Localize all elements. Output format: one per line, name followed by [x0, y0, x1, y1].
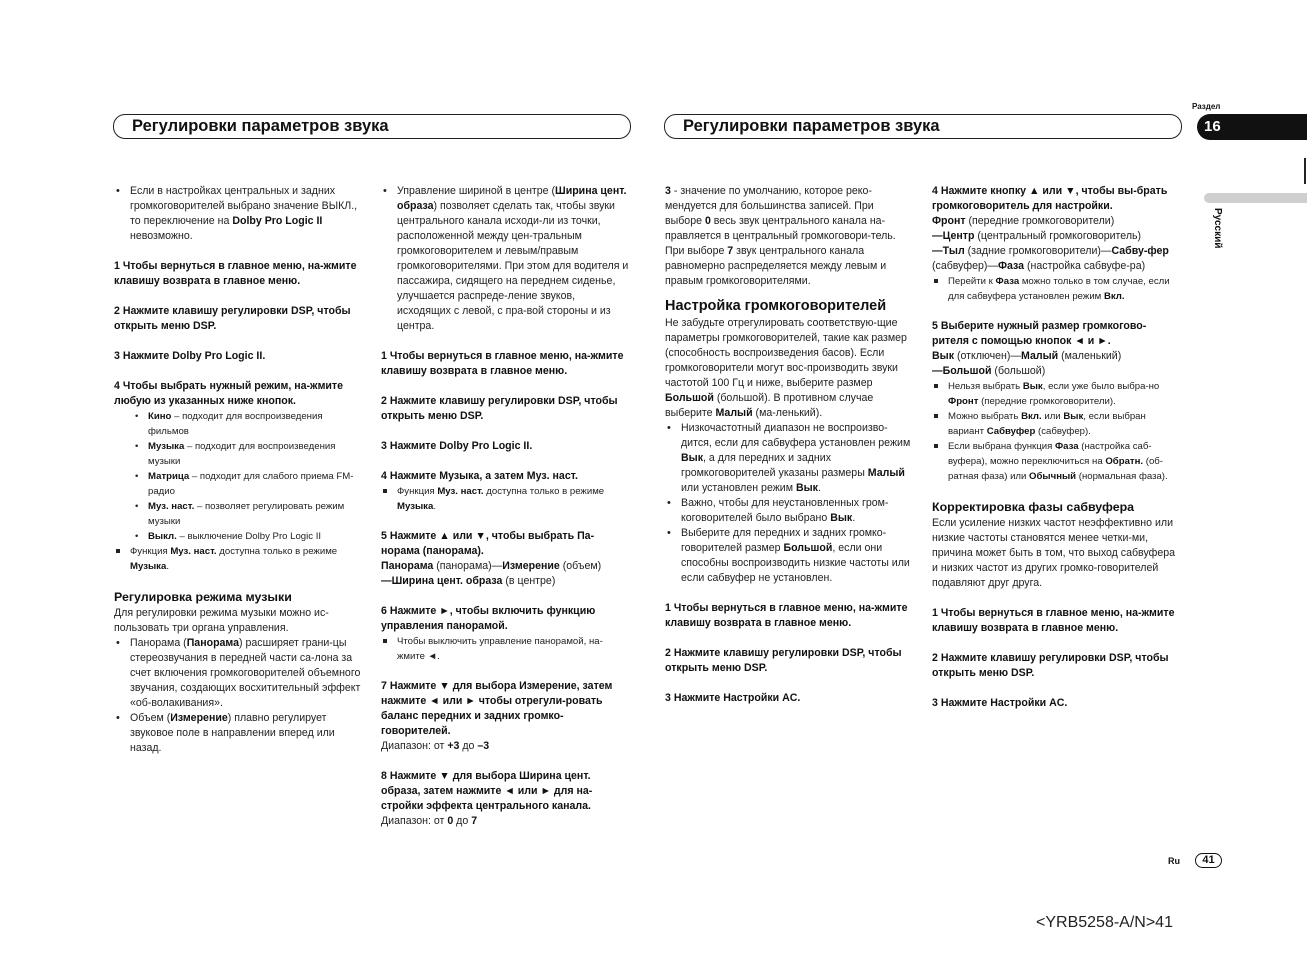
step-2: 2 Нажмите клавишу регулировки DSP, чтобы открыть меню DSP. [381, 395, 618, 422]
bullet-item: • Управление шириной в центре (Ширина цент. образа) позволяет сделать так, чтобы звуки центрального канала исходи-ли из точки, расположенной между цен-тральным громкоговорителем и левым/правым громкоговорителями. При этом для водителя и пассажира, сидящего на переднем сиденье, улучшается распреде-ление звуков, исходящих с левой, с пра-вой стороны и из центра. [381, 184, 629, 334]
step-4: 4 Нажмите Музыка, а затем Муз. наст. [381, 470, 578, 482]
language-label: Русский [1212, 208, 1223, 249]
heading-subwoofer-phase: Корректировка фазы сабвуфера [932, 500, 1135, 514]
language-code: Ru [1168, 856, 1180, 866]
bullet-item: • Низкочастотный диапазон не воспроизво-дится, если для сабвуфера установлен режим Вык, а для передних и задних громкоговорителей указаны размеры Малый или установлен режим Вык. [665, 421, 913, 496]
mode-item-music: • Музыка – подходит для воспроизведения музыки [114, 439, 362, 469]
bullet-item: • Объем (Измерение) плавно регулирует звуковое поле в направлении вперед или назад. [114, 711, 362, 756]
bullet-item: • Если в настройках центральных и задних громкоговорителей выбрано значение ВЫКЛ., то переключение на Dolby Pro Logic II невозможно. [114, 184, 362, 244]
mode-item-matrix: • Матрица – подходит для слабого приема FM-радио [114, 469, 362, 499]
bullet-item: • Выберите для передних и задних громко-говорителей размер Большой, если они способны воспроизводить низкие частоты или если сабвуфер не установлен. [665, 526, 913, 586]
edge-mark [1304, 158, 1306, 184]
step-2: 2 Нажмите клавишу регулировки DSP, чтобы открыть меню DSP. [114, 305, 351, 332]
column-4 [932, 184, 1180, 711]
note: Чтобы выключить управление панорамой, на-жмите ◄. [381, 634, 629, 664]
step-1: 1 Чтобы вернуться в главное меню, на-жмите клавишу возврата в главное меню. [381, 350, 624, 377]
range-text: Диапазон: от +3 до –3 [381, 740, 490, 752]
note: Функция Муз. наст. доступна только в режиме Музыка. [381, 484, 629, 514]
section-number-tab: 16 [1197, 114, 1307, 140]
step-1: 1 Чтобы вернуться в главное меню, на-жмите клавишу возврата в главное меню. [665, 602, 908, 629]
column-3 [665, 184, 913, 706]
mode-item-cinema: • Кино – подходит для воспроизведения фильмов [114, 409, 362, 439]
paragraph: Не забудьте отрегулировать соответствую-щие параметры громкоговорителей, такие как размер (способность воспроизведения басов). Если громкоговорители могут вос-производить звуки частотой 100 Гц и ниже, выберите размер Большой (большой). В противном случае выберите Малый (ма-ленький). [665, 317, 907, 419]
step-5: 5 Выберите нужный размер громкогово-рителя с помощью кнопок ◄ и ►. [932, 320, 1147, 347]
heading-music-mode: Регулировка режима музыки [114, 590, 292, 604]
step-8: 8 Нажмите ▼ для выбора Ширина цент. образа, затем нажмите ◄ или ► для на-стройки эффекта центрального канала. [381, 770, 593, 812]
paragraph: Если усиление низких частот неэффективно или низкие частоты становятся менее четки-ми, причина может быть в том, что выход сабвуфера и низких частот из других громко-говорителей подавляют друг друга. [932, 517, 1176, 589]
mode-item-off: • Выкл. – выключение Dolby Pro Logic II [114, 529, 362, 544]
step-3: 3 Нажмите Dolby Pro Logic II. [114, 350, 266, 362]
bullet-item: • Панорама (Панорама) расширяет грани-цы стереозвучания в передней части са-лона за счет включения громкоговорителей объемного звучания, создающих восхитительный эффект «об-волакивания». [114, 636, 362, 711]
column-1 [114, 184, 362, 756]
note: Если выбрана функция Фаза (настройка саб-вуфера), можно переключиться на Обратн. (об-ратная фаза) или Обычный (нормальная фаза). [932, 439, 1180, 484]
step-2: 2 Нажмите клавишу регулировки DSP, чтобы открыть меню DSP. [932, 652, 1169, 679]
step-2: 2 Нажмите клавишу регулировки DSP, чтобы открыть меню DSP. [665, 647, 902, 674]
step-6: 6 Нажмите ►, чтобы включить функцию управления панорамой. [381, 605, 596, 632]
paragraph: 3 - значение по умолчанию, которое реко-мендуется для большинства записей. При выборе 0 весь звук центрального канала на-правляется в центральный громкоговори-тель. При выборе 7 звук центрального канала равномерно распределяется между левым и правым громкоговорителями. [665, 185, 896, 287]
option-sequence: Фронт (передние громкоговорители) —Центр (центральный громкоговоритель) —Тыл (задние громкоговорители)—Сабву-фер (сабвуфер)—Фаза (настройка сабвуфе-ра) [932, 215, 1169, 272]
step-4: 4 Чтобы выбрать нужный режим, на-жмите любую из указанных ниже кнопок. [114, 380, 344, 407]
step-3: 3 Нажмите Dolby Pro Logic II. [381, 440, 533, 452]
option-sequence: Панорама (панорама)—Измерение (объем) —Ширина цент. образа (в центре) [381, 560, 602, 587]
step-5: 5 Нажмите ▲ или ▼, чтобы выбрать Па-норама (панорама). [381, 530, 595, 557]
note: Нельзя выбрать Вык, если уже было выбра-но Фронт (передние громкоговорители). [932, 379, 1180, 409]
note: Перейти к Фаза можно только в том случае, если для сабвуфера установлен режим Вкл. [932, 274, 1180, 304]
step-3: 3 Нажмите Настройки AC. [932, 697, 1068, 709]
mode-item-music-settings: • Муз. наст. – позволяет регулировать режим музыки [114, 499, 362, 529]
option-sequence: Вык (отключен)—Малый (маленький) —Большой (большой) [932, 350, 1122, 377]
step-7: 7 Нажмите ▼ для выбора Измерение, затем нажмите ◄ или ► чтобы отрегули-ровать баланс передних и задних громко-говорителей. [381, 680, 613, 737]
note: Функция Муз. наст. доступна только в режиме Музыка. [114, 544, 362, 574]
language-tab [1204, 193, 1307, 203]
step-1: 1 Чтобы вернуться в главное меню, на-жмите клавишу возврата в главное меню. [114, 260, 357, 287]
section-title-left: Регулировки параметров звука [113, 114, 631, 139]
page-number: 41 [1195, 853, 1222, 868]
step-4: 4 Нажмите кнопку ▲ или ▼, чтобы вы-брать громкоговоритель для настройки. [932, 185, 1168, 212]
bullet-item: • Важно, чтобы для неустановленных гром-коговорителей было выбрано Вык. [665, 496, 913, 526]
paragraph: Для регулировки режима музыки можно ис-пользовать три органа управления. [114, 607, 329, 634]
step-1: 1 Чтобы вернуться в главное меню, на-жмите клавишу возврата в главное меню. [932, 607, 1175, 634]
heading-speaker-settings: Настройка громкоговорителей [665, 298, 887, 314]
section-label: Раздел [1192, 102, 1221, 111]
range-text: Диапазон: от 0 до 7 [381, 815, 478, 827]
document-code: <YRB5258-A/N>41 [1036, 914, 1173, 931]
note: Можно выбрать Вкл. или Вык, если выбран вариант Сабвуфер (сабвуфер). [932, 409, 1180, 439]
step-3: 3 Нажмите Настройки AC. [665, 692, 801, 704]
section-title-right: Регулировки параметров звука [664, 114, 1182, 139]
column-2 [381, 184, 629, 829]
